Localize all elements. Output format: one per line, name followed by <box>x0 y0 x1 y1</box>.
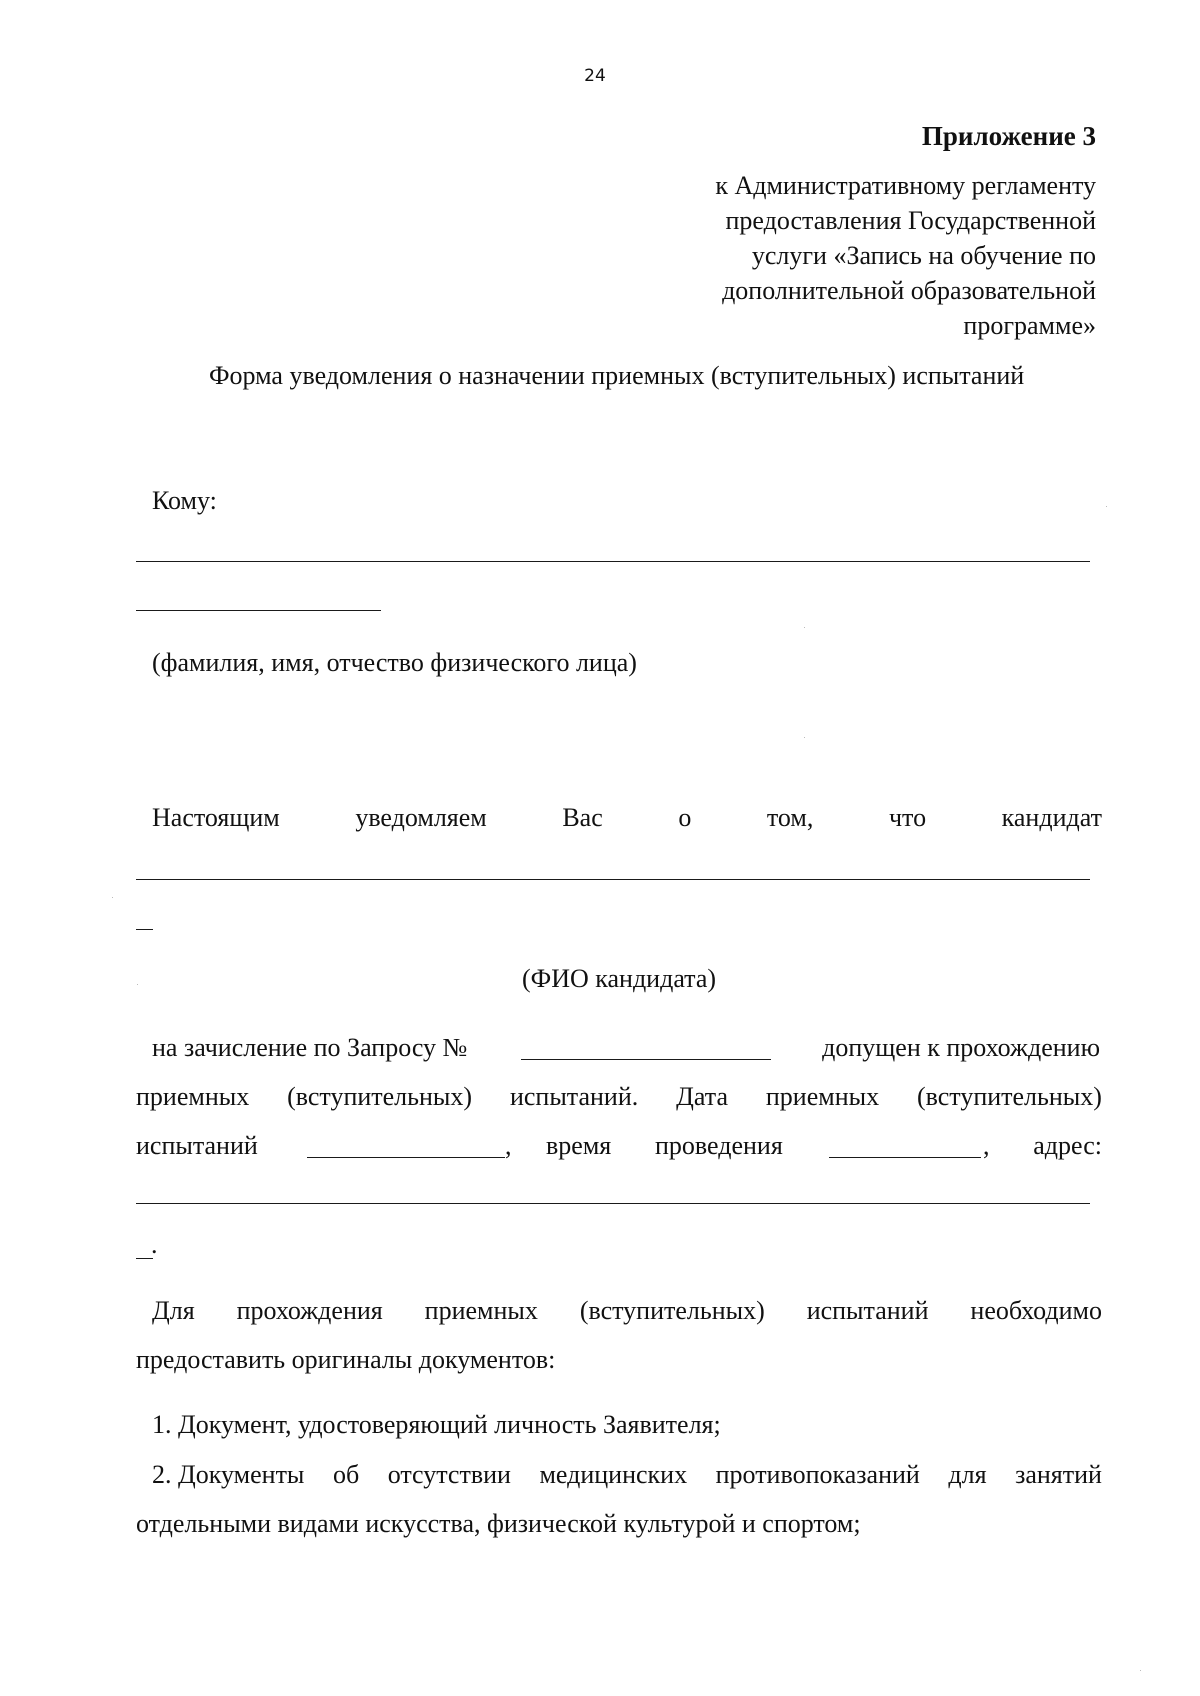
subtitle-line: программе» <box>963 311 1096 340</box>
trailing-period: . <box>151 1230 158 1259</box>
document-item-2-line2: отдельными видами искусства, физической культурой и спортом; <box>136 1509 861 1538</box>
subtitle-line: дополнительной образовательной <box>722 276 1096 305</box>
notice-word: уведомляем <box>355 803 487 832</box>
scan-speck <box>137 984 138 985</box>
documents-intro <box>152 1296 1102 1326</box>
scan-speck <box>804 737 805 738</box>
address-label: адрес: <box>1033 1131 1102 1160</box>
scan-speck <box>112 897 113 898</box>
document-item-2 <box>152 1460 1102 1490</box>
documents-intro-line2: предоставить оригиналы документов: <box>136 1345 556 1374</box>
exam-word: испытаний. <box>509 1082 639 1111</box>
item2-word: отсутствии <box>387 1460 511 1489</box>
exam-word: приемных <box>765 1082 880 1111</box>
recipient-fill-line <box>136 561 1090 562</box>
notice-word: том, <box>766 803 814 832</box>
date-fill-line <box>307 1157 505 1158</box>
candidate-fill-dash <box>136 929 153 930</box>
form-title: Форма уведомления о назначении приемных (вступительных) испытаний <box>209 361 1025 390</box>
candidate-hint: (ФИО кандидата) <box>522 964 717 993</box>
comma: , <box>505 1131 512 1160</box>
intro-word: необходимо <box>970 1296 1102 1325</box>
request-prefix: на зачисление по Запросу № <box>152 1033 468 1062</box>
notice-word: что <box>888 803 927 832</box>
address-fill-line <box>136 1203 1090 1204</box>
item2-word: занятий <box>1015 1460 1102 1489</box>
fio-hint: (фамилия, имя, отчество физического лица) <box>152 648 637 677</box>
item2-word: об <box>332 1460 360 1489</box>
notice-word: о <box>678 803 692 832</box>
time-label: время <box>546 1131 612 1160</box>
intro-word: испытаний <box>806 1296 929 1325</box>
subtitle-line: услуги «Запись на обучение по <box>751 241 1096 270</box>
appendix-title: Приложение 3 <box>921 121 1096 151</box>
item2-word: для <box>948 1460 987 1489</box>
scan-speck <box>1106 506 1107 507</box>
item2-word: противопоказаний <box>715 1460 920 1489</box>
exam-sentence <box>136 1082 1102 1112</box>
item2-word: медицинских <box>539 1460 688 1489</box>
conduct-label: проведения <box>655 1131 783 1160</box>
exam-word: приемных <box>136 1082 250 1111</box>
scan-speck <box>1140 1670 1141 1671</box>
recipient-fill-line-short <box>136 610 381 611</box>
candidate-fill-line <box>136 879 1090 880</box>
notice-word: Вас <box>562 803 603 832</box>
intro-word: прохождения <box>236 1296 383 1325</box>
subtitle-line: предоставления Государственной <box>725 206 1096 235</box>
comma: , <box>983 1131 990 1160</box>
item2-word: 2. Документы <box>152 1460 305 1489</box>
subtitle-line: к Административному регламенту <box>715 171 1096 200</box>
page-number: 24 <box>584 66 606 86</box>
exam-word: (вступительных) <box>916 1082 1102 1111</box>
scan-speck <box>804 627 805 628</box>
appendix-subtitle <box>715 168 1096 343</box>
intro-word: Для <box>152 1296 195 1325</box>
intro-word: приемных <box>424 1296 538 1325</box>
exam-word: (вступительных) <box>287 1082 473 1111</box>
request-suffix: допущен к прохождению <box>822 1033 1100 1062</box>
document-item-1: 1. Документ, удостоверяющий личность Заявителя; <box>152 1410 721 1439</box>
notice-sentence <box>152 803 1102 833</box>
time-fill-line <box>829 1157 981 1158</box>
recipient-label: Кому: <box>152 486 217 515</box>
exam-word: Дата <box>676 1082 728 1111</box>
notice-word: кандидат <box>1001 803 1102 832</box>
tests-label: испытаний <box>136 1131 258 1160</box>
request-number-line <box>521 1059 771 1060</box>
notice-word: Настоящим <box>152 803 280 832</box>
intro-word: (вступительных) <box>579 1296 765 1325</box>
